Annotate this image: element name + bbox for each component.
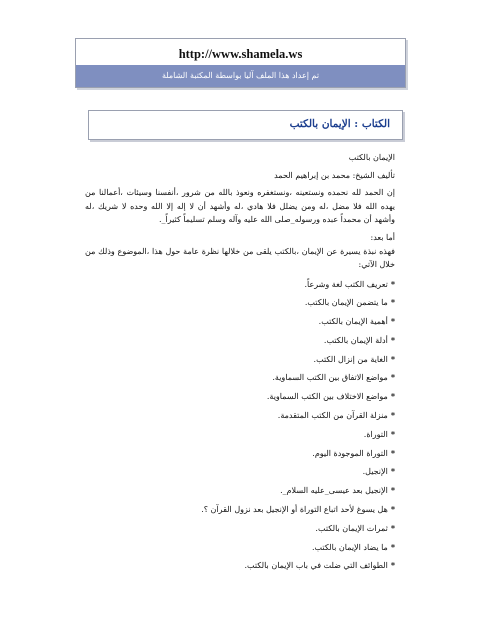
bullet-star: *	[390, 466, 395, 477]
bullet-star: *	[390, 334, 395, 345]
list-item	[85, 538, 395, 557]
list-item-text: هل يسوغ لأحد اتباع التوراة أو الإنجيل بعد نزول القرآن ؟.	[201, 505, 388, 515]
list-item	[85, 425, 395, 444]
list-item	[85, 331, 395, 350]
list-item-text: ثمرات الإيمان بالكتب.	[315, 523, 388, 533]
bullet-star: *	[390, 560, 395, 571]
list-item-text: الطوائف التي ضلت في باب الإيمان بالكتب.	[244, 561, 388, 571]
list-item-text: مواضع الاتفاق بين الكتب السماوية.	[272, 373, 388, 383]
list-item-text: الغاية من إنزال الكتب.	[313, 354, 388, 364]
list-item	[85, 500, 395, 519]
list-item-text: منزلة القرآن من الكتب المتقدمة.	[277, 411, 388, 421]
list-item	[85, 293, 395, 312]
amma-line: أما بعد:	[370, 232, 395, 242]
list-item	[85, 556, 395, 575]
list-item-text: أدلة الإيمان بالكتب.	[323, 335, 388, 345]
intro-paragraph: إن الحمد لله نحمده ونستعينه ،ونستغفره ونعوذ بالله من شرور ،أنفسنا وسيئات ،أعمالنا من يهده الله فلا مضل ،له ومن يضلل فلا هادي ،له وأشهد أن لا إله إلا الله وحده لا شريك ،له وأشهد أن محمداً عبده ورسوله_صلى الله عليه وآله وسلم تسليماً كثيراً_.	[85, 188, 395, 224]
bullet-star: *	[390, 278, 395, 289]
site-url[interactable]: http://www.shamela.ws	[178, 47, 303, 61]
list-item	[85, 481, 395, 500]
list-item	[85, 368, 395, 387]
book-title: الكتاب : الإيمان بالكتب	[289, 118, 390, 130]
generated-by-bar: تم إعداد هذا الملف آليا بواسطة المكتبة الشاملة	[76, 65, 405, 87]
list-item	[85, 444, 395, 463]
list-item	[85, 275, 395, 294]
bullet-star: *	[390, 504, 395, 515]
list-item-text: تعريف الكتب لغة وشرعاً.	[304, 279, 388, 289]
document-body	[85, 152, 395, 575]
list-item	[85, 406, 395, 425]
bullet-star: *	[390, 353, 395, 364]
list-item-text: التوراة الموجودة اليوم.	[312, 448, 388, 458]
list-item-text: التوراة.	[363, 429, 388, 439]
bullet-star: *	[390, 447, 395, 458]
bullet-star: *	[390, 522, 395, 533]
list-item	[85, 519, 395, 538]
list-item-text: ما يتضمن الإيمان بالكتب.	[304, 298, 388, 308]
bullet-star: *	[390, 391, 395, 402]
bullet-star: *	[390, 297, 395, 308]
bullet-star: *	[390, 485, 395, 496]
list-item-text: أهمية الإيمان بالكتب.	[318, 317, 388, 327]
bullet-star: *	[390, 410, 395, 421]
list-item-text: ما يضاد الإيمان بالكتب.	[312, 542, 388, 552]
list-item-text: الإنجيل.	[362, 467, 388, 477]
overview-paragraph: فهذه نبذة يسيرة عن الإيمان ،بالكتب يلقى من خلالها نظرة عامة حول هذا ،الموضوع وذلك من خلال الآتي:	[85, 246, 396, 269]
list-item-text: مواضع الاختلاف بين الكتب السماوية.	[266, 392, 388, 402]
content-title: الإيمان بالكتب	[348, 153, 395, 162]
bullet-star: *	[390, 541, 395, 552]
author-line: تأليف الشيخ: محمد بن إبراهيم الحمد	[274, 171, 395, 180]
book-title-box	[88, 110, 403, 140]
bullet-star: *	[390, 316, 395, 327]
list-item	[85, 387, 395, 406]
list-item-text: الإنجيل بعد عيسى_عليه السلام_.	[280, 486, 388, 496]
list-item	[85, 350, 395, 369]
list-item	[85, 312, 395, 331]
list-item	[85, 462, 395, 481]
bullet-star: *	[390, 428, 395, 439]
topics-list	[85, 275, 395, 576]
header-box	[75, 38, 406, 88]
bullet-star: *	[390, 372, 395, 383]
